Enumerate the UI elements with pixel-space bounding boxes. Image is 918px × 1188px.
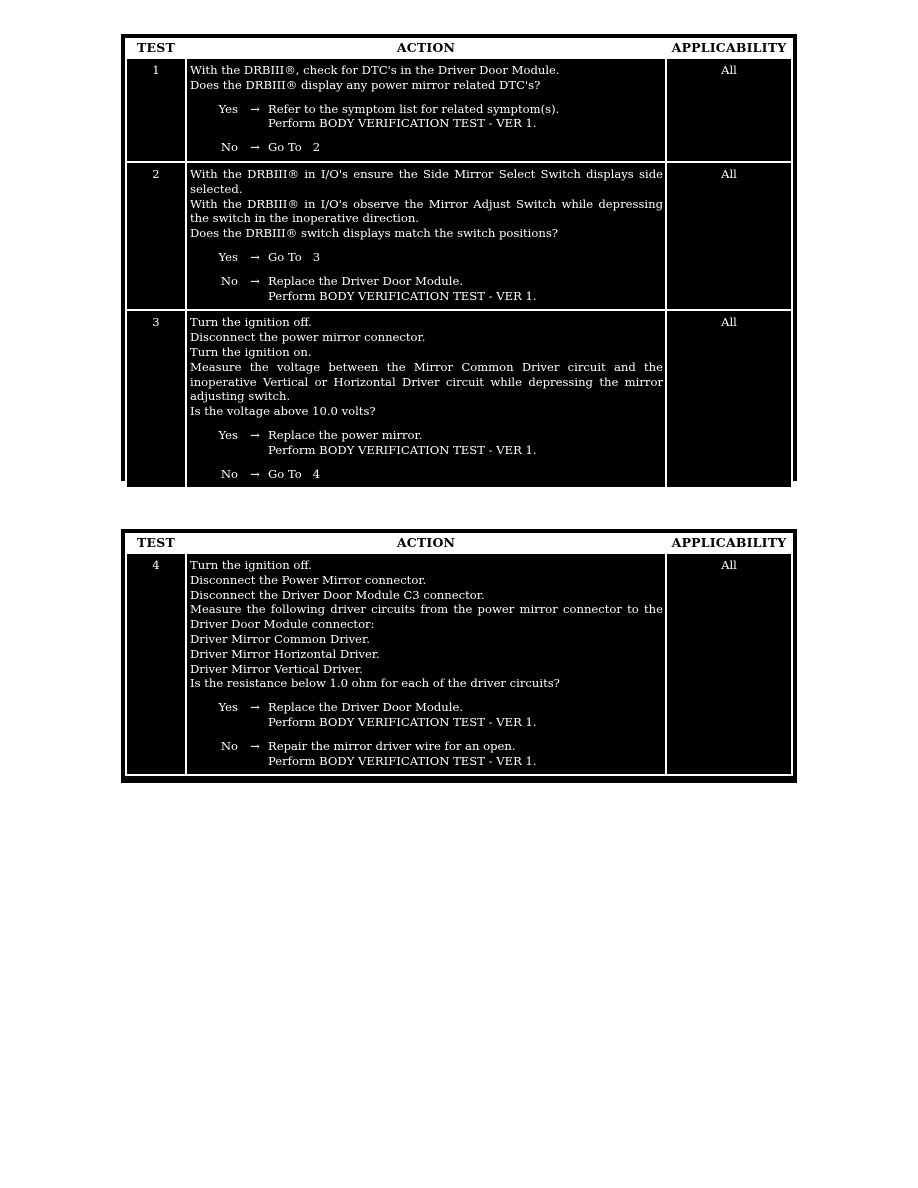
table-row: [126, 310, 792, 488]
header-action: ACTION: [186, 39, 666, 58]
yes-branch: [190, 428, 663, 458]
applicability-cell: All: [666, 162, 792, 310]
test-number: 2: [126, 162, 186, 310]
yes-result: [268, 102, 663, 132]
no-branch: [190, 467, 663, 482]
result-line: Replace the power mirror.: [268, 427, 423, 442]
diagnostic-table-1: [121, 34, 797, 481]
test-number: 3: [126, 310, 186, 488]
no-branch: [190, 739, 663, 769]
result-line: Refer to the symptom list for related symptom(s).: [268, 101, 560, 116]
no-result: [268, 274, 663, 304]
applicability-cell: All: [666, 553, 792, 775]
header-row: [126, 534, 792, 553]
test-table: [125, 533, 793, 776]
result-line: Go To 3: [268, 249, 321, 264]
action-cell: [186, 162, 666, 310]
action-line: Disconnect the Driver Door Module C3 connector.: [190, 587, 485, 602]
arrow-icon: →: [250, 700, 260, 715]
no-label: No: [220, 140, 238, 155]
action-cell: [186, 310, 666, 488]
yes-branch: [190, 250, 663, 265]
action-line: Driver Mirror Horizontal Driver.: [190, 646, 380, 661]
yes-result: [268, 428, 663, 458]
arrow-icon: →: [250, 101, 260, 116]
header-action: ACTION: [186, 534, 666, 553]
action-line: Is the resistance below 1.0 ohm for each of the driver circuits?: [190, 676, 560, 691]
applicability-cell: All: [666, 58, 792, 162]
result-line: Perform BODY VERIFICATION TEST - VER 1.: [268, 714, 537, 729]
action-line: Is the voltage above 10.0 volts?: [190, 404, 376, 419]
action-line: Disconnect the power mirror connector.: [190, 330, 426, 345]
action-line: Turn the ignition off.: [190, 558, 312, 572]
action-line: Driver Mirror Common Driver.: [190, 631, 370, 646]
yes-branch: [190, 102, 663, 132]
table-row: [126, 58, 792, 162]
arrow-icon: →: [250, 249, 260, 264]
result-line: Go To 2: [268, 140, 321, 155]
header-test: TEST: [126, 39, 186, 58]
yes-label: Yes: [218, 427, 238, 442]
action-line: Turn the ignition off.: [190, 315, 312, 330]
table-row: [126, 162, 792, 310]
header-applicability: APPLICABILITY: [666, 534, 792, 553]
action-line: Does the DRBIII® switch displays match the switch positions?: [190, 226, 559, 241]
yes-label: Yes: [218, 700, 238, 715]
action-line: Disconnect the Power Mirror connector.: [190, 572, 427, 587]
result-line: Repair the mirror driver wire for an open.: [268, 738, 516, 753]
diagnostic-table-2: [121, 529, 797, 783]
action-line: Driver Mirror Vertical Driver.: [190, 661, 363, 676]
test-table: [125, 38, 793, 489]
result-line: Perform BODY VERIFICATION TEST - VER 1.: [268, 288, 537, 303]
action-line: With the DRBIII® in I/O's observe the Mirror Adjust Switch while depressing the switch in the inoperative direction.: [190, 196, 663, 226]
no-label: No: [220, 273, 238, 288]
result-line: Replace the Driver Door Module.: [268, 700, 464, 715]
yes-result: [268, 250, 663, 265]
yes-label: Yes: [218, 249, 238, 264]
action-line: Measure the following driver circuits from the power mirror connector to the Driver Door Module connector:: [190, 602, 663, 632]
action-line: Turn the ignition on.: [190, 344, 312, 359]
header-applicability: APPLICABILITY: [666, 39, 792, 58]
no-branch: [190, 274, 663, 304]
arrow-icon: →: [250, 427, 260, 442]
yes-result: [268, 700, 663, 730]
no-result: [268, 140, 663, 155]
yes-branch: [190, 700, 663, 730]
result-line: Perform BODY VERIFICATION TEST - VER 1.: [268, 753, 537, 768]
test-number: 4: [126, 553, 186, 775]
action-cell: [186, 553, 666, 775]
result-line: Replace the Driver Door Module.: [268, 273, 464, 288]
action-cell: [186, 58, 666, 162]
no-result: [268, 739, 663, 769]
header-row: [126, 39, 792, 58]
result-line: Perform BODY VERIFICATION TEST - VER 1.: [268, 442, 537, 457]
header-test: TEST: [126, 534, 186, 553]
table-row: [126, 553, 792, 775]
yes-label: Yes: [218, 101, 238, 116]
arrow-icon: →: [250, 738, 260, 753]
no-label: No: [220, 738, 238, 753]
action-line: Does the DRBIII® display any power mirror related DTC's?: [190, 77, 541, 92]
result-line: Go To 4: [268, 466, 321, 481]
action-line: With the DRBIII® in I/O's ensure the Side Mirror Select Switch displays side selected.: [190, 166, 663, 196]
no-result: [268, 467, 663, 482]
action-line: Measure the voltage between the Mirror Common Driver circuit and the inoperative Vertical or Horizontal Driver circuit while depressing the mirror adjusting switch.: [190, 359, 663, 404]
arrow-icon: →: [250, 140, 260, 155]
applicability-cell: All: [666, 310, 792, 488]
result-line: Perform BODY VERIFICATION TEST - VER 1.: [268, 116, 537, 131]
arrow-icon: →: [250, 466, 260, 481]
test-number: 1: [126, 58, 186, 162]
no-label: No: [220, 466, 238, 481]
arrow-icon: →: [250, 273, 260, 288]
action-line: With the DRBIII®, check for DTC's in the Driver Door Module.: [190, 63, 560, 77]
no-branch: [190, 140, 663, 155]
